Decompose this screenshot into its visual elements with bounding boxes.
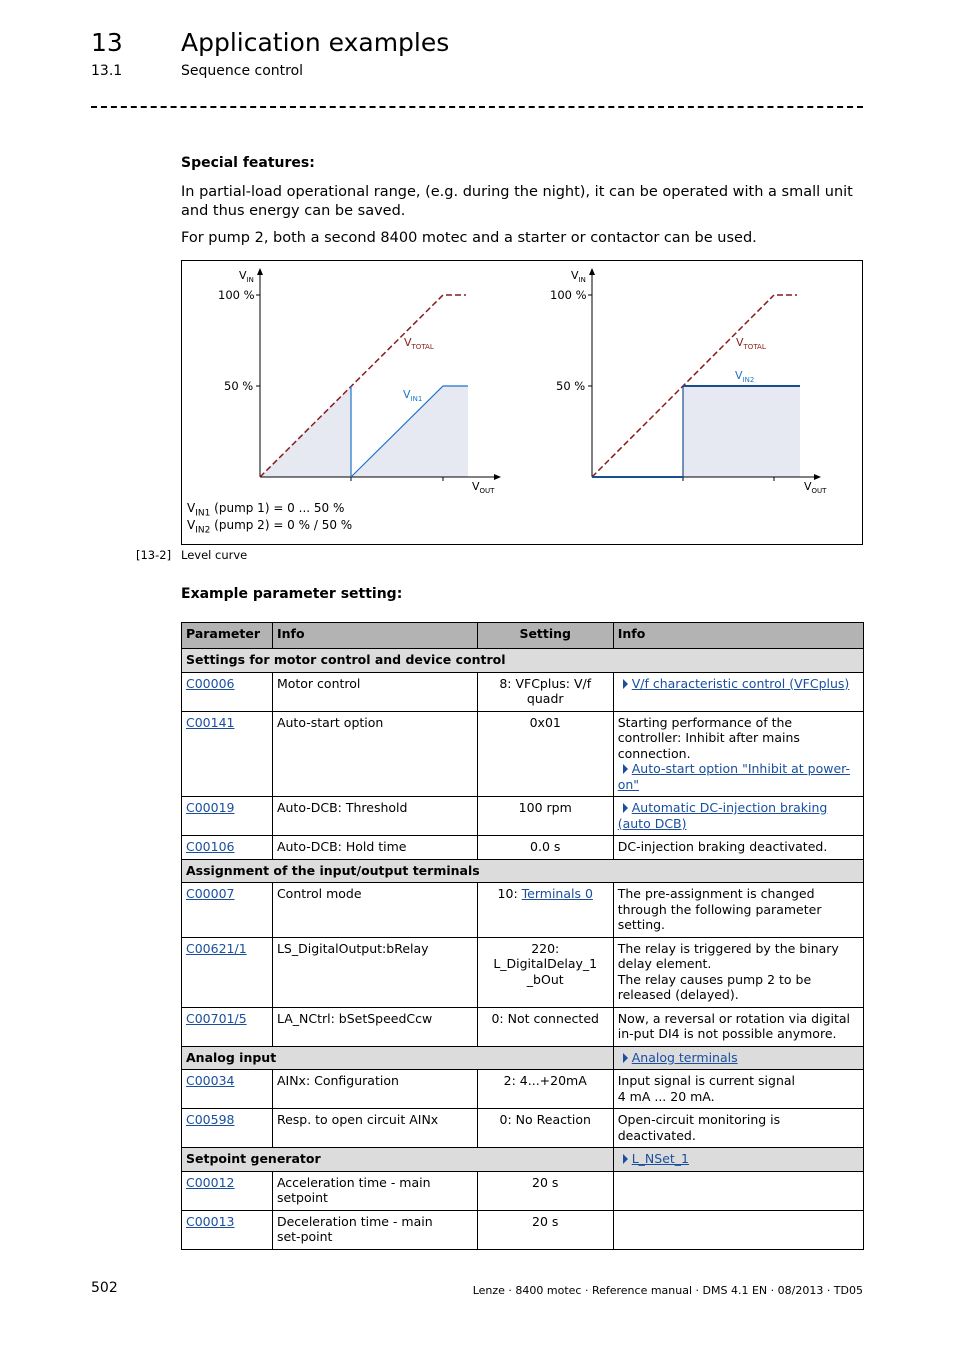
header-divider bbox=[91, 106, 863, 108]
col-header-parameter: Parameter bbox=[182, 623, 273, 649]
param-setting: 220: L_DigitalDelay_1 _bOut bbox=[477, 937, 613, 1007]
param-note bbox=[613, 1171, 863, 1210]
param-setting: 0.0 s bbox=[477, 836, 613, 860]
y-axis-arrow-right bbox=[589, 268, 595, 275]
doc-link[interactable]: Automatic DC-injection braking (auto DCB) bbox=[617, 800, 828, 831]
chapter-number: 13 bbox=[91, 28, 123, 57]
link-arrow-icon bbox=[623, 679, 628, 689]
diagram-pump1 bbox=[218, 268, 501, 495]
param-link[interactable]: C00019 bbox=[186, 800, 235, 815]
param-info: Control mode bbox=[272, 883, 477, 938]
param-note-2: The relay causes pump 2 to be released (delayed). bbox=[617, 971, 812, 1002]
legend-vin1: $V_{IN1}$ (pump 1) = 0 ... 50 % bbox=[187, 501, 345, 519]
v-in1-label: $V_{IN1}$ bbox=[403, 388, 423, 403]
chapter-title: Application examples bbox=[181, 28, 450, 57]
param-note-2: 4 mA ... 20 mA. bbox=[617, 1088, 715, 1104]
param-note bbox=[613, 1210, 863, 1249]
doc-link[interactable]: V/f characteristic control (VFCplus) bbox=[631, 675, 850, 691]
table-row bbox=[182, 672, 864, 711]
document-info: Lenze · 8400 motec · Reference manual · DMS 4.1 EN · 08/2013 · TD05 bbox=[472, 1284, 863, 1297]
figure-caption-text: Level curve bbox=[181, 548, 248, 562]
x-axis-arrow-left bbox=[494, 474, 501, 480]
param-note: DC-injection braking deactivated. bbox=[613, 836, 863, 860]
param-setting: 8: VFCplus: V/f quadr bbox=[477, 672, 613, 711]
special-features-para-1: In partial-load operational range, (e.g. during the night), it can be operated with a small unit and thus energy can be saved. bbox=[181, 184, 853, 219]
table-row bbox=[182, 937, 864, 1007]
param-note: Starting performance of the controller: Inhibit after mains connection. bbox=[617, 714, 800, 761]
param-info: Motor control bbox=[272, 672, 477, 711]
special-features-para-2: For pump 2, both a second 8400 motec and a starter or contactor can be used. bbox=[181, 230, 757, 246]
param-note: Input signal is current signal bbox=[617, 1073, 796, 1088]
table-row bbox=[182, 711, 864, 797]
tick-50-left: 50 % bbox=[224, 379, 254, 393]
fill-area-right bbox=[683, 386, 800, 477]
param-info: Auto-start option bbox=[272, 711, 477, 797]
nset-link[interactable]: L_NSet_1 bbox=[631, 1151, 690, 1166]
x-axis-label-left: $V_{OUT}$ bbox=[472, 480, 495, 495]
page-number: 502 bbox=[91, 1280, 118, 1296]
v-total-label-left: $V_{TOTAL}$ bbox=[404, 336, 434, 351]
v-total-label-right: $V_{TOTAL}$ bbox=[736, 336, 766, 351]
table-row bbox=[182, 836, 864, 860]
tick-100-left: 100 % bbox=[218, 288, 255, 302]
diagram-pump2 bbox=[550, 268, 827, 495]
param-setting: 0: Not connected bbox=[477, 1007, 613, 1046]
figure-caption-number: [13-2] bbox=[136, 548, 172, 562]
param-link[interactable]: C00006 bbox=[186, 675, 235, 691]
section-label: Setpoint generator bbox=[182, 1148, 614, 1172]
param-link[interactable]: C00701/5 bbox=[186, 1010, 247, 1026]
param-info: Deceleration time - main set-point bbox=[272, 1210, 477, 1249]
tick-50-right: 50 % bbox=[556, 379, 586, 393]
param-note: The pre-assignment is changed through the following parameter setting. bbox=[613, 883, 863, 938]
table-row bbox=[182, 1007, 864, 1046]
section-label: Settings for motor control and device control bbox=[182, 649, 864, 673]
param-link[interactable]: C00012 bbox=[186, 1174, 235, 1190]
col-header-info-2: Info bbox=[613, 623, 863, 649]
col-header-setting: Setting bbox=[477, 623, 613, 649]
section-row-io bbox=[182, 859, 864, 883]
param-info: Auto-DCB: Threshold bbox=[272, 797, 477, 836]
param-link[interactable]: C00106 bbox=[186, 839, 235, 854]
section-title: Sequence control bbox=[181, 63, 304, 79]
section-label: Analog input bbox=[182, 1046, 614, 1070]
section-number: 13.1 bbox=[91, 63, 123, 79]
param-setting: 0x01 bbox=[477, 711, 613, 797]
table-row bbox=[182, 1210, 864, 1249]
param-note: Now, a reversal or rotation via digital in-put DI4 is not possible anymore. bbox=[613, 1007, 863, 1046]
x-axis-arrow-right bbox=[814, 474, 821, 480]
param-link[interactable]: C00141 bbox=[186, 714, 235, 730]
param-info: Resp. to open circuit AINx bbox=[272, 1109, 477, 1148]
special-features-heading: Special features: bbox=[181, 155, 315, 171]
example-heading: Example parameter setting: bbox=[181, 586, 403, 602]
table-row bbox=[182, 883, 864, 938]
section-row-setpoint bbox=[182, 1148, 864, 1172]
param-setting: 2: 4...+20mA bbox=[477, 1070, 613, 1109]
doc-link[interactable]: Auto-start option "Inhibit at power-on" bbox=[617, 761, 850, 792]
section-row-motor bbox=[182, 649, 864, 673]
param-note: The relay is triggered by the binary delay element. bbox=[617, 940, 839, 971]
param-setting: 20 s bbox=[477, 1171, 613, 1210]
col-header-info: Info bbox=[272, 623, 477, 649]
table-row bbox=[182, 797, 864, 836]
tick-100-right: 100 % bbox=[550, 288, 587, 302]
table-header-row bbox=[182, 623, 864, 649]
param-info: LA_NCtrl: bSetSpeedCcw bbox=[272, 1007, 477, 1046]
param-info: AINx: Configuration bbox=[272, 1070, 477, 1109]
param-info: Acceleration time - main setpoint bbox=[272, 1171, 477, 1210]
table-row bbox=[182, 1109, 864, 1148]
section-label: Assignment of the input/output terminals bbox=[182, 859, 864, 883]
setting-prefix: 10: bbox=[497, 886, 522, 901]
param-info: Auto-DCB: Hold time bbox=[272, 836, 477, 860]
link-arrow-icon bbox=[623, 764, 628, 774]
param-link[interactable]: C00034 bbox=[186, 1073, 235, 1088]
y-axis-arrow-left bbox=[257, 268, 263, 275]
x-axis-label-right: $V_{OUT}$ bbox=[804, 480, 827, 495]
link-arrow-icon bbox=[623, 1053, 628, 1063]
y-axis-label-left: $V_{IN}$ bbox=[239, 269, 254, 284]
analog-terminals-link[interactable]: Analog terminals bbox=[631, 1049, 738, 1065]
param-setting: 100 rpm bbox=[477, 797, 613, 836]
param-note: Open-circuit monitoring is deactivated. bbox=[613, 1109, 863, 1148]
y-axis-label-right: $V_{IN}$ bbox=[571, 269, 586, 284]
link-arrow-icon bbox=[623, 803, 628, 813]
param-setting: 20 s bbox=[477, 1210, 613, 1249]
param-setting: 0: No Reaction bbox=[477, 1109, 613, 1148]
param-info: LS_DigitalOutput:bRelay bbox=[272, 937, 477, 1007]
param-link[interactable]: C00598 bbox=[186, 1112, 235, 1127]
section-row-analog bbox=[182, 1046, 864, 1070]
parameter-table bbox=[181, 622, 864, 1250]
terminals-link[interactable]: Terminals 0 bbox=[521, 886, 593, 901]
param-link[interactable]: C00013 bbox=[186, 1213, 235, 1229]
legend-vin2: $V_{IN2}$ (pump 2) = 0 % / 50 % bbox=[187, 518, 353, 536]
param-link[interactable]: C00621/1 bbox=[186, 940, 247, 956]
link-arrow-icon bbox=[623, 1154, 628, 1164]
table-row bbox=[182, 1070, 864, 1109]
table-row bbox=[182, 1171, 864, 1210]
param-link[interactable]: C00007 bbox=[186, 886, 235, 901]
v-in2-label: $V_{IN2}$ bbox=[735, 369, 755, 384]
